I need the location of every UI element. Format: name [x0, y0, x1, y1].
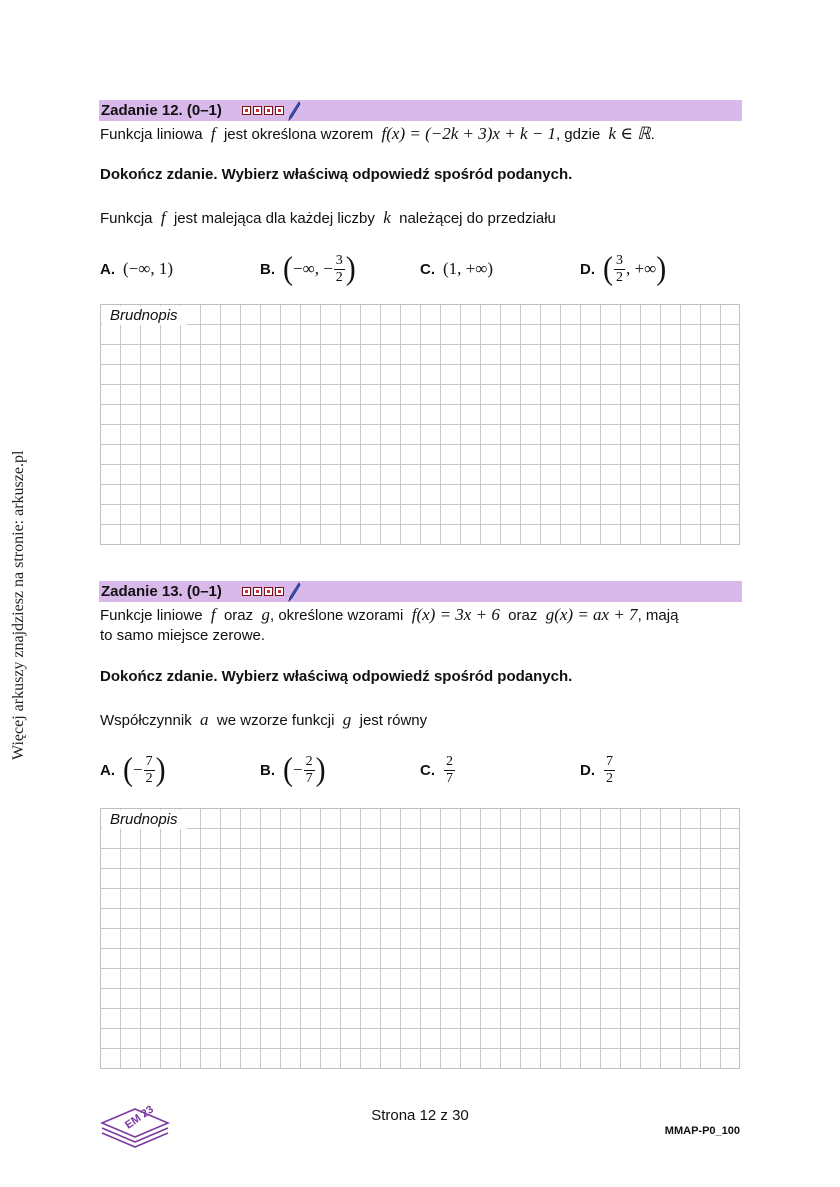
task12-scratch-grid[interactable] — [100, 304, 740, 545]
question-text: należącej do przedziału — [399, 210, 556, 227]
task13-answers — [100, 753, 740, 787]
function-symbol: f — [160, 208, 166, 227]
logo-text: EM 23 — [123, 1103, 156, 1132]
side-watermark-text: Więcej arkuszy znajdziesz na stronie: arkusze.pl — [10, 450, 27, 760]
task13-question: Współczynnik a we wzorze funkcji g jest równy — [100, 710, 428, 729]
task12-question — [100, 208, 556, 228]
page-number: Strona 12 z 30 — [371, 1107, 469, 1124]
variable-symbol: k — [383, 208, 391, 227]
formula: f(x) = (−2k + 3)x + k − 1 — [381, 124, 556, 143]
document-code: MMAP-P0_100 — [664, 1125, 740, 1137]
task12-title: Zadanie 12. (0–1) — [101, 102, 222, 119]
answer-d[interactable]: D. ( $\frac{3}{2}$ , +∞ ) — [580, 250, 667, 287]
variable-symbol: a — [200, 710, 209, 729]
answer-c[interactable]: C. $\frac{2}{7}$ — [420, 753, 453, 786]
answer-a[interactable]: A. ( − $\frac{7}{2}$ ) — [100, 751, 166, 788]
answer-a[interactable]: A. (−∞, 1) — [100, 259, 174, 278]
answer-c[interactable]: C. (1, +∞) — [420, 259, 494, 278]
task12-rating-boxes — [242, 101, 301, 121]
function-symbol: f — [210, 124, 216, 143]
task12-instruction: Dokończ zdanie. Wybierz właściwą odpowiedź spośród podanych. — [100, 166, 573, 183]
formula: f(x) = 3x + 6 — [411, 605, 500, 624]
pencil-icon — [287, 101, 301, 121]
task13-instruction: Dokończ zdanie. Wybierz właściwą odpowiedź spośród podanych. — [100, 668, 573, 685]
formula: g(x) = ax + 7 — [545, 605, 638, 624]
task12-statement — [100, 124, 655, 144]
pencil-icon — [287, 582, 301, 602]
answer-b[interactable]: B. ( −∞, − $\frac{3}{2}$ ) — [260, 250, 356, 287]
function-symbol: f — [210, 605, 216, 624]
statement-text: jest określona wzorem — [223, 126, 374, 143]
task13-header — [99, 581, 742, 602]
task13-scratch-grid[interactable] — [100, 808, 740, 1069]
scratch-label: Brudnopis — [102, 306, 186, 325]
question-text: Funkcja — [100, 210, 153, 227]
statement-text: , gdzie — [555, 126, 601, 143]
answer-a-value: (−∞, 1) — [123, 259, 174, 278]
answer-b[interactable]: B. ( − $\frac{2}{7}$ ) — [260, 751, 326, 788]
task13-rating-boxes — [242, 582, 301, 602]
task13-statement-line2: to samo miejsce zerowe. — [100, 627, 266, 644]
task12-header — [99, 100, 742, 121]
answer-d[interactable]: D. $\frac{7}{2}$ — [580, 753, 613, 786]
statement-text: Funkcja liniowa — [100, 126, 203, 143]
task12-answers — [100, 252, 740, 286]
answer-c-value: (1, +∞) — [443, 259, 494, 278]
task13-title: Zadanie 13. (0–1) — [101, 583, 222, 600]
function-symbol: g — [261, 605, 270, 624]
scratch-label: Brudnopis — [102, 810, 186, 829]
statement-text: . — [650, 126, 655, 143]
question-text: jest malejąca dla każdej liczby — [173, 210, 375, 227]
function-symbol: g — [342, 710, 352, 729]
task13-statement: Funkcje liniowe f oraz g, określone wzorami f(x) = 3x + 6 oraz g(x) = ax + 7, mają — [100, 605, 679, 624]
domain: k ∈ ℝ — [608, 124, 651, 143]
